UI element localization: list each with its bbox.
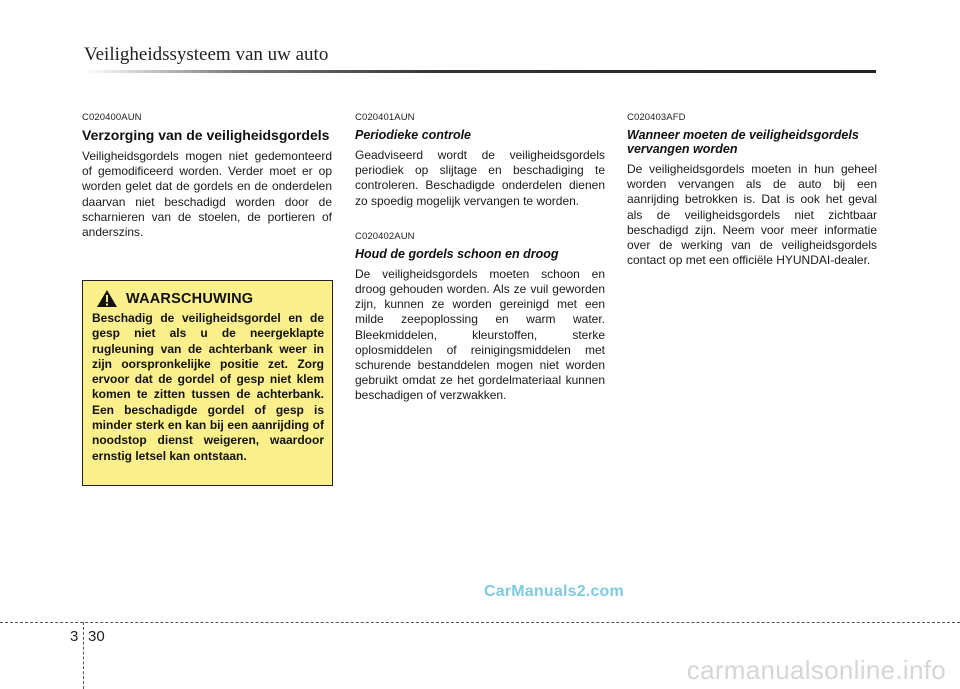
section-subheading: Periodieke controle [355,128,472,142]
section-code: C020403AFD [627,112,686,123]
site-watermark: carmanualsonline.info [686,655,946,685]
section-periodic-check [355,112,605,209]
page-number: 30 [88,628,105,645]
section-number: 3 [70,628,79,645]
footer-rule [0,622,960,623]
section-subheading: Wanneer moeten de veiligheidsgordels vervangen worden [627,128,859,156]
section-heading: Verzorging van de veiligheidsgordels [82,127,330,143]
section-code: C020400AUN [82,112,142,123]
footer-divider [83,622,84,689]
section-body: De veiligheidsgordels moeten schoon en droog gehouden worden. Als ze vuil geworden zijn, kunnen ze worden gereinigd met een milde zeepoplossing en warm water. Bleekmiddelen, kleurstoffen, sterke oplosmiddelen of reinigingsmiddelen met schurende bestanddelen mogen niet worden gebruikt omdat ze het gordelmateriaal kunnen beschadigen of verzwakken. [355,266,605,403]
section-keep-clean [355,231,605,404]
header-rule [84,70,876,73]
warning-title: WAARSCHUWING [126,290,254,307]
column-2 [355,112,605,404]
section-subheading: Houd de gordels schoon en droog [355,246,559,261]
section-body: Geadviseerd wordt de veiligheidsgordels periodiek op slijtage en beschadiging te controleren. Beschadigde onderdelen dienen zo spoedig mogelijk vervangen te worden. [355,148,605,208]
column-1 [82,112,332,240]
watermark-link[interactable]: CarManuals2.com [484,583,624,600]
section-body: De veiligheidsgordels moeten in hun geheel worden vervangen als de auto bij een aanrijding betrokken is. Dat is ook het geval als de veiligheidsgordels niet zichtbaar beschadigd zijn. Neem voor meer informatie over de werking van de veiligheidsgordels contact op met een officiële HYUNDAI-dealer. [627,162,877,268]
section-code: C020401AUN [355,112,415,123]
warning-body: Beschadig de veiligheidsgordel en de gesp niet als u de neergeklapte rugleuning van de achterbank weer in zijn oorspronkelijke positie zet. Zorg ervoor dat de gordel of gesp niet klem komen te zitten tussen de achterbank. Een beschadigde gordel of gesp is minder sterk en kan bij een aanrijding of noodstop dienst weigeren, waardoor ernstig letsel kan ontstaan. [92,311,324,463]
warning-triangle-icon [96,289,118,308]
section-body: Veiligheidsgordels mogen niet gedemonteerd of gemodificeerd worden. Verder moet er op worden gelet dat de gordels en de onderdelen daarvan niet beschadigd worden door de scharnieren van de stoelen, de portieren of anderszins. [82,149,332,240]
chapter-title: Veiligheidssysteem van uw auto [84,44,329,65]
section-code: C020402AUN [355,230,415,242]
column-3 [627,112,877,268]
warning-box [82,280,333,486]
warning-title-row [92,289,324,308]
